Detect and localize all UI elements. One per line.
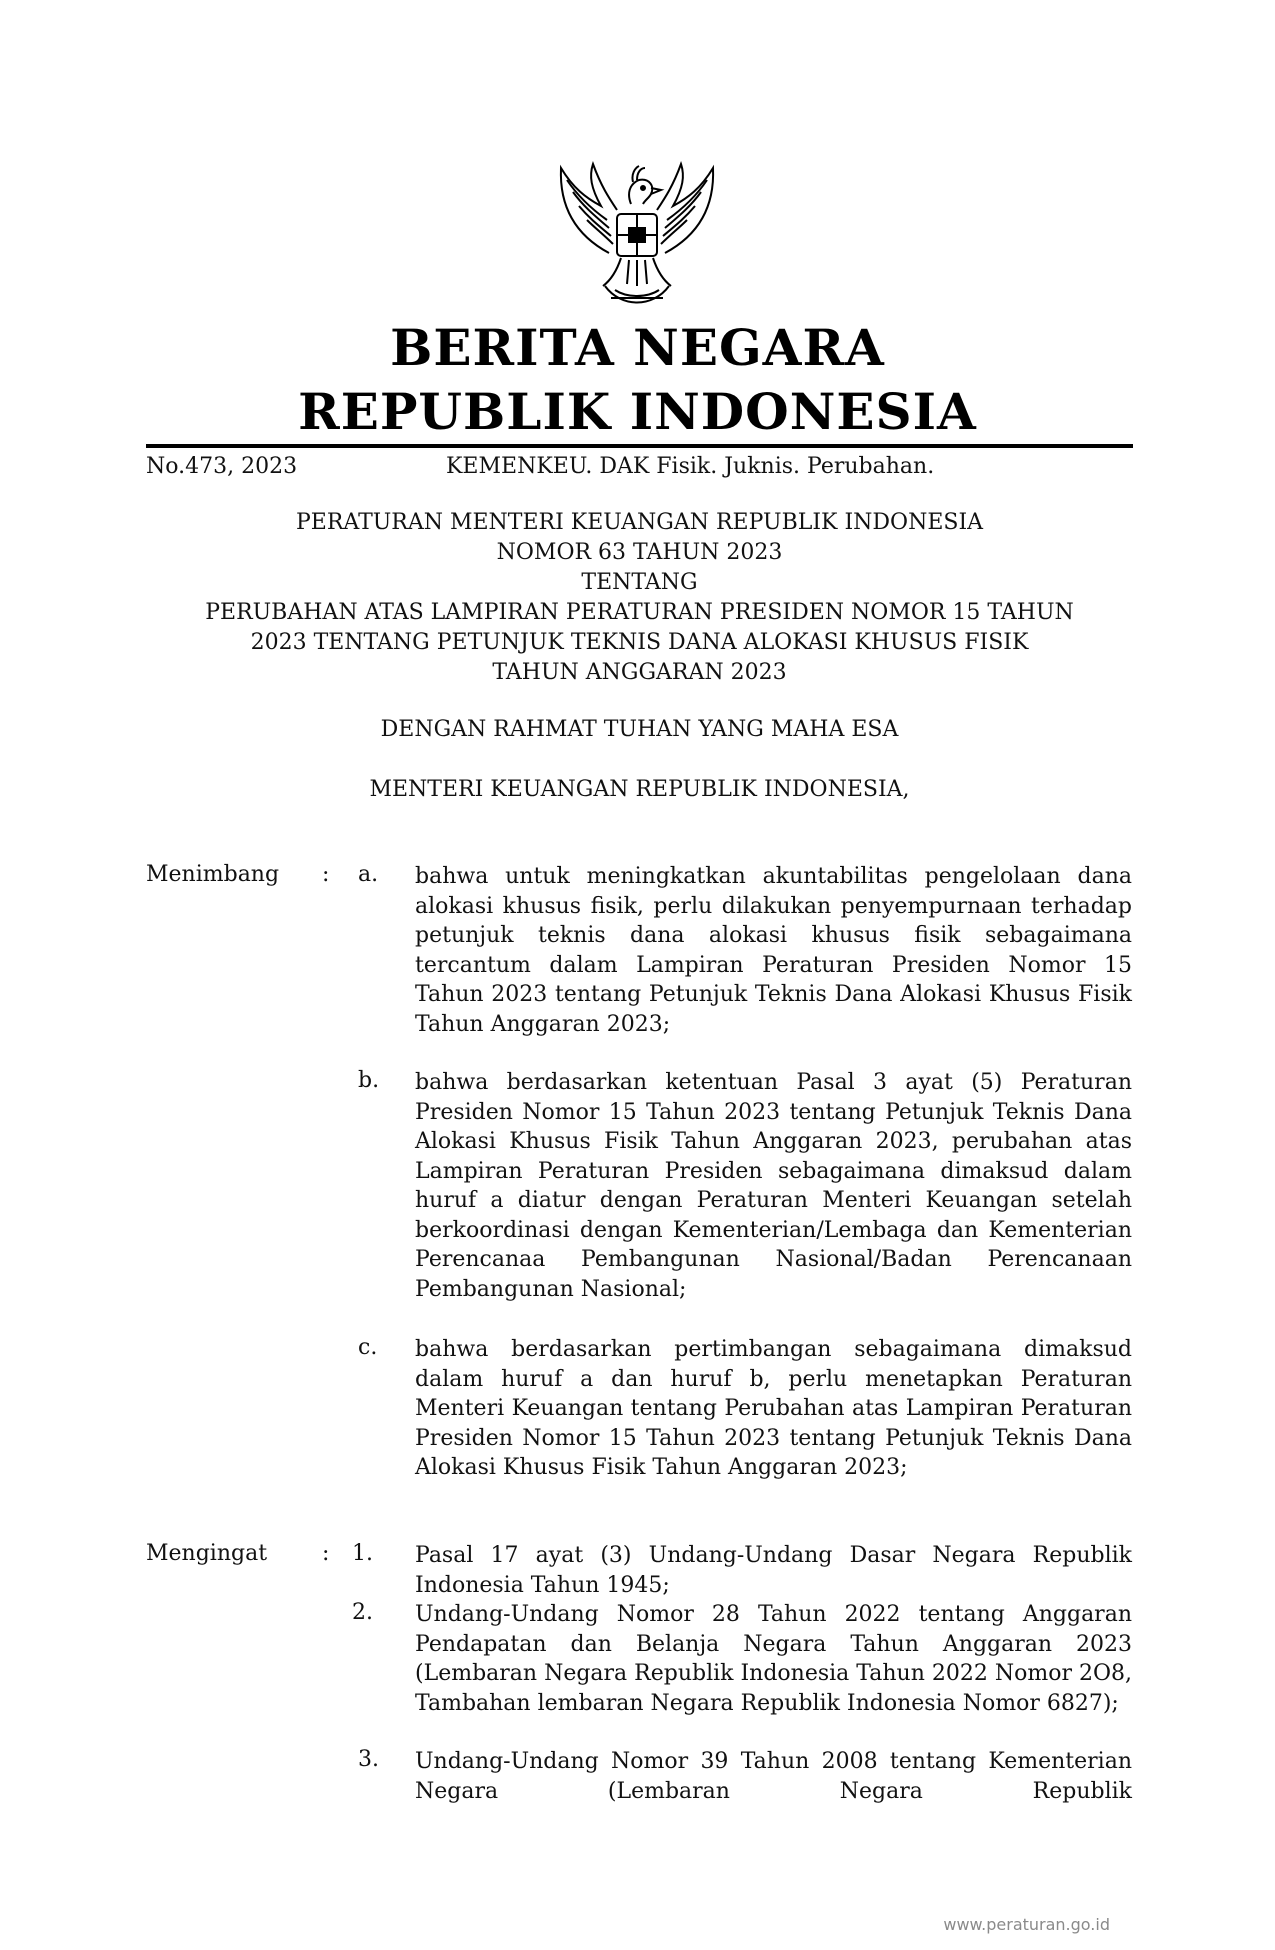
regulation-about: TENTANG [581, 570, 698, 595]
issuer: MENTERI KEUANGAN REPUBLIK INDONESIA, [369, 777, 910, 802]
menimbang-marker: a. [358, 862, 379, 887]
regulation-heading [146, 508, 1133, 688]
mengingat-colon: : [322, 1541, 330, 1566]
invocation: DENGAN RAHMAT TUHAN YANG MAHA ESA [380, 717, 899, 742]
menimbang-item: bahwa berdasarkan ketentuan Pasal 3 ayat (5) Peraturan Presiden Nomor 15 Tahun 2023 tentang Petunjuk Teknis Dana Alokasi Khusus Fisik Tahun Anggaran 2023, perubahan atas Lampiran Peraturan Presiden sebagaimana dimaksud dalam huruf a diatur dengan Peraturan Menteri Keuangan setelah berkoordinasi dengan Kementerian/Lembaga dan Kementerian Perencanaa Pembangunan Nasional/Badan Perencanaan Pembangunan Nasional; [415, 1070, 1132, 1302]
footer-website: www.peraturan.go.id [943, 1915, 1110, 1934]
regulation-subject-line: TAHUN ANGGARAN 2023 [492, 660, 787, 685]
gazette-number: No.473, 2023 [146, 454, 298, 479]
gazette-subject: KEMENKEU. DAK Fisik. Juknis. Perubahan. [446, 454, 935, 479]
menimbang-item: bahwa berdasarkan pertimbangan sebagaimana dimaksud dalam huruf a dan huruf b, perlu menetapkan Peraturan Menteri Keuangan tentang Perubahan atas Lampiran Peraturan Presiden Nomor 15 Tahun 2023 tentang Petunjuk Teknis Dana Alokasi Khusus Fisik Tahun Anggaran 2023; [415, 1337, 1132, 1480]
mengingat-item: Pasal 17 ayat (3) Undang-Undang Dasar Negara Republik Indonesia Tahun 1945; [415, 1543, 1132, 1598]
masthead-title-line1: BERITA NEGARA [390, 318, 885, 377]
regulation-title-line: PERATURAN MENTERI KEUANGAN REPUBLIK INDONESIA [295, 510, 984, 535]
masthead-divider [146, 444, 1133, 448]
mengingat-marker: 3. [358, 1747, 379, 1772]
mengingat-label: Mengingat [146, 1541, 268, 1566]
menimbang-colon: : [322, 862, 330, 887]
mengingat-item: Undang-Undang Nomor 28 Tahun 2022 tentang Anggaran Pendapatan dan Belanja Negara Tahun Anggaran 2023 (Lembaran Negara Republik Indonesia Tahun 2022 Nomor 2O8, Tambahan lembaran Negara Republik Indonesia Nomor 6827); [415, 1602, 1132, 1716]
regulation-subject-line: PERUBAHAN ATAS LAMPIRAN PERATURAN PRESIDEN NOMOR 15 TAHUN [205, 600, 1074, 625]
masthead-title-line2: REPUBLIK INDONESIA [298, 382, 977, 441]
garuda-emblem-icon [551, 158, 723, 316]
menimbang-marker: b. [358, 1068, 380, 1093]
menimbang-item: bahwa untuk meningkatkan akuntabilitas pengelolaan dana alokasi khusus fisik, perlu dilakukan penyempurnaan terhadap petunjuk teknis dana alokasi khusus fisik sebagaimana tercantum dalam Lampiran Peraturan Presiden Nomor 15 Tahun 2023 tentang Petunjuk Teknis Dana Alokasi Khusus Fisik Tahun Anggaran 2023; [415, 864, 1132, 1037]
regulation-number: NOMOR 63 TAHUN 2023 [496, 540, 783, 565]
mengingat-marker: 1. [352, 1541, 373, 1566]
menimbang-label: Menimbang [146, 862, 280, 887]
regulation-subject-line: 2023 TENTANG PETUNJUK TEKNIS DANA ALOKASI KHUSUS FISIK [250, 630, 1029, 655]
mengingat-item: Undang-Undang Nomor 39 Tahun 2008 tentang Kementerian Negara (Lembaran Negara Republik [415, 1749, 1132, 1804]
mengingat-marker: 2. [352, 1600, 373, 1625]
menimbang-marker: c. [358, 1335, 378, 1360]
